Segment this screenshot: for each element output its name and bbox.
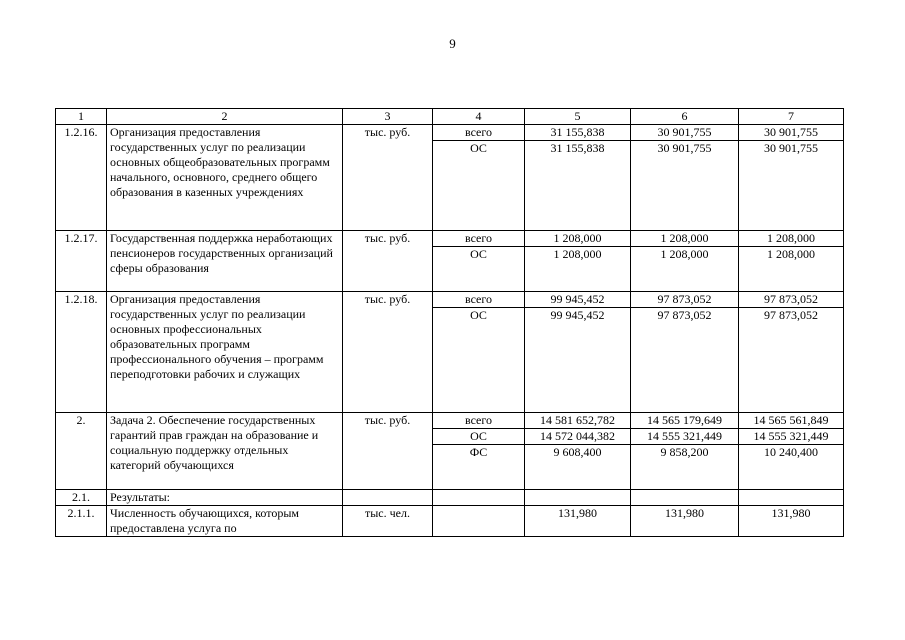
row-name: Результаты:: [107, 490, 343, 506]
row-funding-type: [433, 490, 525, 506]
header-col-4: 4: [433, 109, 525, 125]
row-funding-type: всего: [433, 413, 525, 429]
page-number: 9: [449, 36, 456, 51]
row-funding-type: ОС: [433, 429, 525, 445]
row-value-6: 9 858,200: [631, 445, 739, 490]
row-value-6: 1 208,000: [631, 231, 739, 247]
row-value-5: 99 945,452: [525, 308, 631, 413]
table-row: [56, 125, 844, 141]
row-value-7: 97 873,052: [739, 308, 844, 413]
row-value-7: 97 873,052: [739, 292, 844, 308]
row-value-6: [631, 490, 739, 506]
row-code: 1.2.18.: [56, 292, 107, 413]
row-code: 1.2.17.: [56, 231, 107, 292]
row-funding-type: [433, 506, 525, 537]
header-col-7: 7: [739, 109, 844, 125]
row-unit: тыс. руб.: [343, 125, 433, 231]
budget-table: [55, 108, 844, 537]
header-col-2: 2: [107, 109, 343, 125]
row-funding-type: всего: [433, 231, 525, 247]
row-code: 1.2.16.: [56, 125, 107, 231]
row-code: 2.1.: [56, 490, 107, 506]
row-value-5: 1 208,000: [525, 247, 631, 292]
row-unit: [343, 490, 433, 506]
row-unit: тыс. руб.: [343, 231, 433, 292]
row-name: Численность обучающихся, которым предоставлена услуга по: [107, 506, 343, 537]
row-value-7: [739, 490, 844, 506]
row-value-7: 30 901,755: [739, 141, 844, 231]
row-unit: тыс. руб.: [343, 292, 433, 413]
table-row: [56, 506, 844, 537]
row-value-5: 31 155,838: [525, 125, 631, 141]
row-code: 2.1.1.: [56, 506, 107, 537]
row-name: Задача 2. Обеспечение государственных гарантий прав граждан на образование и социальную поддержку отдельных категорий обучающихся: [107, 413, 343, 490]
header-col-3: 3: [343, 109, 433, 125]
row-value-5: 9 608,400: [525, 445, 631, 490]
row-value-5: 14 572 044,382: [525, 429, 631, 445]
row-value-5: [525, 490, 631, 506]
row-value-7: 14 555 321,449: [739, 429, 844, 445]
row-value-6: 97 873,052: [631, 308, 739, 413]
row-value-6: 30 901,755: [631, 141, 739, 231]
row-funding-type: ОС: [433, 141, 525, 231]
row-value-5: 14 581 652,782: [525, 413, 631, 429]
row-code: 2.: [56, 413, 107, 490]
row-value-5: 31 155,838: [525, 141, 631, 231]
row-value-7: 131,980: [739, 506, 844, 537]
row-name: Организация предоставления государственных услуг по реализации основных профессиональных образовательных программ профессионального обучения – программ переподготовки рабочих и служащих: [107, 292, 343, 413]
row-unit: тыс. чел.: [343, 506, 433, 537]
row-value-7: 1 208,000: [739, 247, 844, 292]
row-value-6: 1 208,000: [631, 247, 739, 292]
table-row: [56, 231, 844, 247]
row-value-5: 131,980: [525, 506, 631, 537]
row-value-6: 30 901,755: [631, 125, 739, 141]
header-col-1: 1: [56, 109, 107, 125]
header-col-6: 6: [631, 109, 739, 125]
table-row: [56, 413, 844, 429]
row-value-6: 14 565 179,649: [631, 413, 739, 429]
row-value-7: 30 901,755: [739, 125, 844, 141]
header-col-5: 5: [525, 109, 631, 125]
row-funding-type: всего: [433, 292, 525, 308]
row-value-6: 14 555 321,449: [631, 429, 739, 445]
row-value-6: 131,980: [631, 506, 739, 537]
row-value-7: 10 240,400: [739, 445, 844, 490]
table-row: [56, 490, 844, 506]
row-name: Организация предоставления государственных услуг по реализации основных общеобразовательных программ начального, основного, среднего общего образования в казенных учреждениях: [107, 125, 343, 231]
row-funding-type: ОС: [433, 247, 525, 292]
row-unit: тыс. руб.: [343, 413, 433, 490]
row-value-6: 97 873,052: [631, 292, 739, 308]
row-funding-type: ОС: [433, 308, 525, 413]
row-name: Государственная поддержка неработающих пенсионеров государственных организаций сферы образования: [107, 231, 343, 292]
row-value-5: 1 208,000: [525, 231, 631, 247]
row-funding-type: ФС: [433, 445, 525, 490]
table-row: [56, 292, 844, 308]
header-row: [56, 109, 844, 125]
row-value-7: 14 565 561,849: [739, 413, 844, 429]
row-value-5: 99 945,452: [525, 292, 631, 308]
row-value-7: 1 208,000: [739, 231, 844, 247]
row-funding-type: всего: [433, 125, 525, 141]
